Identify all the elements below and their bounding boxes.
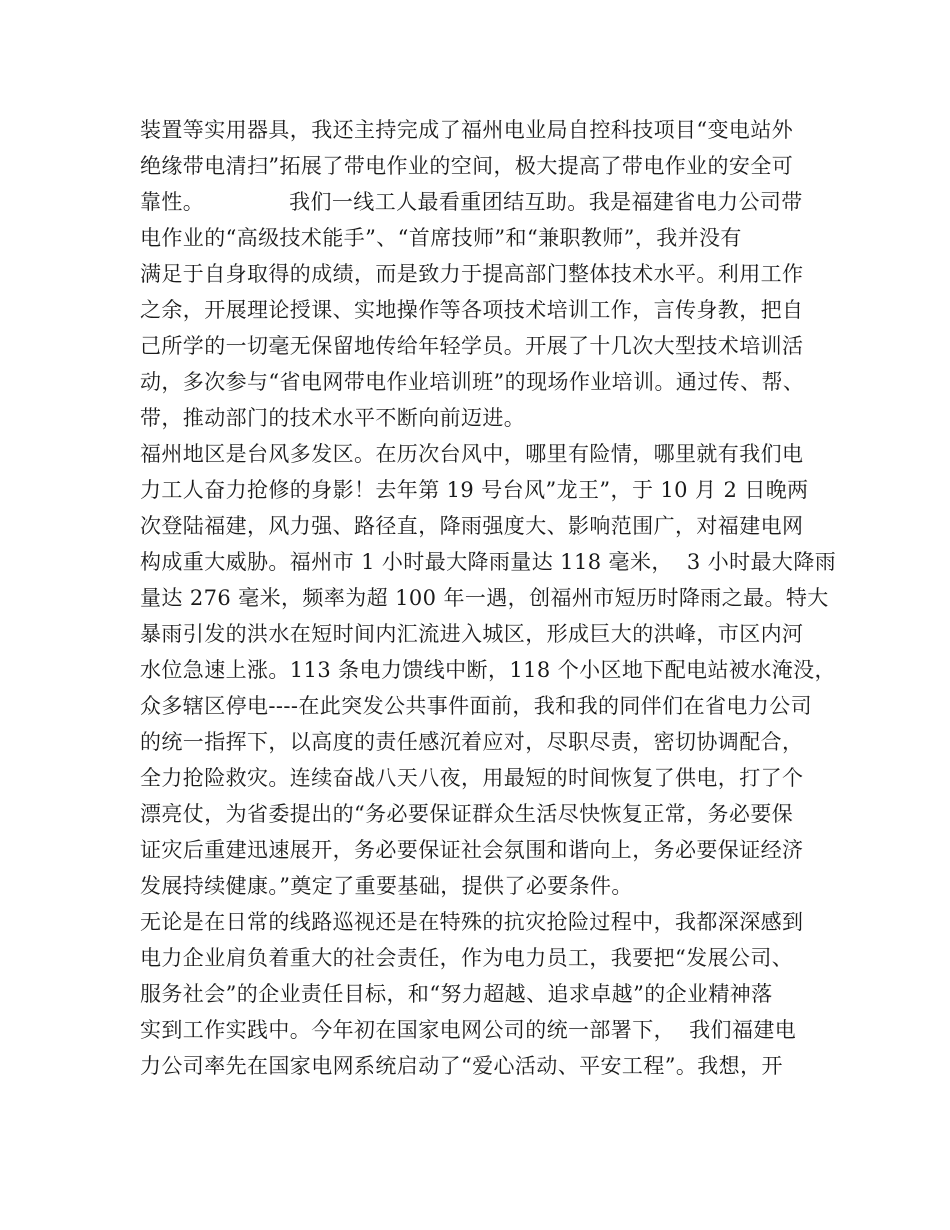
- text-line: 福州地区是台风多发区。在历次台风中，哪里有险情，哪里就有我们电: [140, 442, 804, 466]
- text-line: 服务社会”的企业责任目标，和“努力超越、追求卓越”的企业精神落: [140, 982, 773, 1006]
- text-line: 漂亮仗，为省委提出的“务必要保证群众生活尽快恢复正常，务必要保: [140, 802, 794, 826]
- text-line: 动，多次参与“省电网带电作业培训班”的现场作业培训。通过传、帮、: [140, 370, 805, 394]
- text-line: 证灾后重建迅速展开，务必要保证社会氛围和谐向上，务必要保证经济: [140, 838, 804, 862]
- text-line: 带，推动部门的技术水平不断向前迈进。: [140, 406, 526, 430]
- text-line: 水位急速上涨。113 条电力馈线中断，118 个小区地下配电站被水淹没，: [140, 658, 836, 682]
- text-line: 无论是在日常的线路巡视还是在特殊的抗灾抢险过程中，我都深深感到: [140, 910, 804, 934]
- text-line: 的统一指挥下，以高度的责任感沉着应对，尽职尽责，密切协调配合，: [140, 730, 804, 754]
- text-line: 构成重大威胁。福州市 1 小时最大降雨量达 118 毫米， 3 小时最大降雨: [140, 550, 837, 574]
- text-line: 己所学的一切毫无保留地传给年轻学员。开展了十几次大型技术培训活: [140, 334, 804, 358]
- text-line: 全力抢险救灾。连续奋战八天八夜，用最短的时间恢复了供电，打了个: [140, 766, 804, 790]
- text-line: 众多辖区停电----在此突发公共事件面前，我和我的同伴们在省电力公司: [140, 694, 812, 718]
- text-line: 发展持续健康。”奠定了重要基础，提供了必要条件。: [140, 874, 633, 898]
- text-line: 之余，开展理论授课、实地操作等各项技术培训工作，言传身教，把自: [140, 298, 804, 322]
- text-line: 满足于自身取得的成绩，而是致力于提高部门整体技术水平。利用工作: [140, 262, 804, 286]
- text-line: 电作业的“高级技术能手”、“首席技师”和“兼职教师”，我并没有: [140, 226, 742, 250]
- text-line: 暴雨引发的洪水在短时间内汇流进入城区，形成巨大的洪峰，市区内河: [140, 622, 804, 646]
- text-line: 实到工作实践中。今年初在国家电网公司的统一部署下， 我们福建电: [140, 1018, 797, 1042]
- text-line: 量达 276 毫米，频率为超 100 年一遇，创福州市短历时降雨之最。特大: [140, 586, 829, 610]
- text-line: 绝缘带电清扫”拓展了带电作业的空间，极大提高了带电作业的安全可: [140, 154, 794, 178]
- text-line: 电力企业肩负着重大的社会责任，作为电力员工，我要把“发展公司、: [140, 946, 794, 970]
- body-text: [140, 112, 840, 1084]
- text-line: 靠性。 我们一线工人最看重团结互助。我是福建省电力公司带: [140, 190, 803, 214]
- text-line: 装置等实用器具，我还主持完成了福州电业局自控科技项目“变电站外: [140, 118, 794, 142]
- text-line: 力工人奋力抢修的身影！去年第 19 号台风”龙王”，于 10 月 2 日晚两: [140, 478, 809, 502]
- text-line: 次登陆福建，风力强、路径直，降雨强度大、影响范围广，对福建电网: [140, 514, 804, 538]
- text-line: 力公司率先在国家电网系统启动了“爱心活动、平安工程”。我想，开: [140, 1054, 783, 1078]
